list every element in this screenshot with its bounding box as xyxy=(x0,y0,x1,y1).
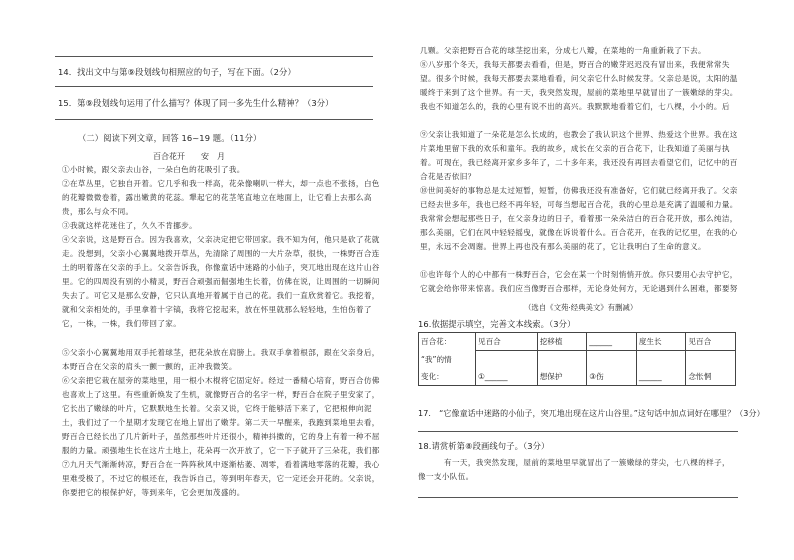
left-paragraph-6: ⑥父亲把它栽在屋旁的菜地里，用一根小木棍将它固定好。经过一番精心培育，野百合仿佛也喜欢上了这里。有些重新焕发了生机，就像野百合的名字一样，野百合在院子里安家了，它长出了嫩绿的叶片，它默默地生长着。父亲又说，它终于能够活下来了，它把根伸向泥土，我们过了一个星期才发现它在地上冒出了嫩芽。第二天一早醒来，我跑到菜地里去看，野百合已经长出了几片新叶子，虽然那些叶片还很小，精神抖擞的，它的身上有着一种不屈服的力量。顽强地生长在这片土地上，花朵再一次开放了，它一下子就开了三朵花，我们都 xyxy=(62,376,380,455)
table-cell xyxy=(537,351,587,369)
left-paragraph-7: ⑦九月天气渐渐转凉，野百合在一阵阵秋风中逐渐枯萎、凋零，看着满地零落的花瓣，我心里难受极了，不过它的根还在，我告诉自己，等到明年春天，它一定还会开花的。父亲说，你要把它的根保护好，等到来年，它会更加茂盛的。 xyxy=(62,460,380,497)
table-cell: 百合花： xyxy=(419,333,476,351)
table-cell: “我”的情 xyxy=(419,351,476,369)
left-paragraph-3: ③我就这样花迷住了，久久不肯挪步。 xyxy=(62,221,198,230)
article-title: 百合花开 安 月 xyxy=(153,152,225,161)
table-row-emotion-values xyxy=(419,368,736,386)
right-paragraph-10: ⑩世间美好的事物总是太过短暂，短暂，仿佛我还没有准备好，它们就已经离开我了。父亲已经去世多年，我也已经不再年轻，可每当想起百合花，我的心里总是充满了温暖和力量。我常常会想起那些日子，在父亲身边的日子，看着那一朵朵洁白的百合花开放，那么纯洁，那么美丽，它们在风中轻轻摇曳，就像在诉说着什么。百合花开，在我的记忆里，在我的心里，永远不会凋谢。世界上再也没有那么美丽的花了，它让我明白了生命的意义。 xyxy=(420,186,738,251)
table-cell: 念怅惘 xyxy=(686,368,736,386)
question-18: 18.请赏析第⑧段画线句子。（3分） xyxy=(418,441,550,451)
table-cell: 想保护 xyxy=(537,368,587,386)
table-cell[interactable]: ______ xyxy=(636,368,686,386)
answer-line-17 xyxy=(418,431,738,432)
left-paragraph-2: ②在草丛里，它独自开着。它几乎和我一样高，花朵像喇叭一样大，却一点也不张扬，白色的花瓣微微卷着，露出嫩黄的花蕊。犟起它的花茎笔直地立在地面上，让它看上去那么高贵，那么与众不同。 xyxy=(62,179,380,216)
left-paragraph-5: ⑤父亲小心翼翼地用双手托着球茎，把花朵放在肩膀上。我双手拿着根部，跟在父亲身后，本野百合在父亲的肩头一颤一颤的，正冲我微笑。 xyxy=(62,348,380,371)
table-cell: 变化： xyxy=(419,368,476,386)
answer-line-15 xyxy=(55,119,373,120)
answer-line-top xyxy=(55,56,373,57)
table-cell xyxy=(686,351,736,369)
table-cell: ③伤 xyxy=(587,368,637,386)
right-paragraph-8: ⑧八岁那个冬天，我每天都要去看看，但是，野百合的嫩芽迟迟没有冒出来，我便常常失望。很多个时候，我每天都要去菜地看看，问父亲它什么时候发芽。父亲总是说，太阳的温暖终于来到了这个世界。有一天，我突然发现，屋前的菜地里早就冒出了一簇嫩绿的芽尖。我也不知道怎么的，我的心里有说不出的高兴。我默默地看着它们，七八棵，小小的。后 xyxy=(420,60,738,111)
table-cell: 见百合 xyxy=(476,333,538,351)
answer-line-14 xyxy=(55,86,373,87)
question-14: 14．找出文中与第⑨段划线句相照应的句子，写在下面。（2分） xyxy=(58,67,296,77)
answer-line-18 xyxy=(418,497,738,498)
table-cell[interactable]: ①______ xyxy=(476,368,538,386)
clue-table xyxy=(418,332,736,386)
question-16: 16.依据提示填空，完善文本线索。（3分） xyxy=(418,319,576,329)
right-paragraph-9: ⑨父亲让我知道了一朵花是怎么长成的，也教会了我认识这个世界、热爱这个世界。我在这片菜地里留下我的欢乐和童年。我的故乡，成长在父亲的百合花下，让我知道了美丽与执着。可现在，我已经离开家乡多年了，二十多年来，我还没有再回去看望它们，记忆中的百合花是否依旧？ xyxy=(420,130,738,181)
table-cell: 度生长 xyxy=(636,333,686,351)
left-paragraph-4: ④父亲说，这是野百合。因为我喜欢，父亲决定把它带回家。我不知为何，他只是砍了花就走。没想到，父亲小心翼翼地拨开草丛，先清除了周围的一大片杂草，很快，一株野百合连土的明着落在父亲的手上。父亲告诉我，你像童话中迷路的小仙子，突兀地出现在这片山谷里。它的四周没有别的小精灵，野百合顽强而倔强地生长着，仿佛在说，让周围的一切瞬间失去了。可它又是那么安静，它只认真地开着属于自己的花。我们一直欣赏着它。我挖着，就和父亲相处的，手里拿着十字镐，我将它挖起来，放在怀里就那么轻轻地，生怕伤着了它，一株，一株，我们带回了家。 xyxy=(62,235,380,328)
article-source: （选自《文苑·经典美文》有删减） xyxy=(524,303,638,312)
table-cell xyxy=(636,351,686,369)
left-paragraph-1: ①小时候，跟父亲去山谷，一朵白色的花吸引了我。 xyxy=(62,165,245,174)
table-cell xyxy=(476,351,538,369)
table-row-flower xyxy=(419,333,736,351)
question-15: 15．第⑨段划线句运用了什么描写？体现了同一多先生什么精神？（3分） xyxy=(58,98,334,108)
question-18-quote: 有一天，我突然发现，屋前的菜地里早就冒出了一簇嫩绿的芽尖，七八棵的样子，像一支小队伍。 xyxy=(418,458,730,481)
table-cell: 见百合 xyxy=(686,333,736,351)
table-cell[interactable]: ______ xyxy=(587,333,637,351)
question-17: 17. “它像童话中迷路的小仙子，突兀地出现在这片山谷里。”这句话中加点词好在哪里？（3分） xyxy=(418,409,765,418)
section-heading: （二）阅读下列文章，回答 16~19 题。（11分） xyxy=(78,133,262,143)
right-paragraph-1: 几颗。父亲把野百合花的球茎挖出来，分成七八瓣，在菜地的一角重新栽了下去。 xyxy=(420,46,706,55)
table-row-emotion xyxy=(419,351,736,369)
table-cell: 挖移植 xyxy=(537,333,587,351)
right-paragraph-11: ⑪也许每个人的心中都有一株野百合，它会在某一个时刻悄悄开放。你只要用心去守护它，它就会给你带来惊喜。我们应当像野百合那样，无论身处何方，无论遇到什么困难，都要努 xyxy=(420,270,738,293)
table-cell xyxy=(587,351,637,369)
